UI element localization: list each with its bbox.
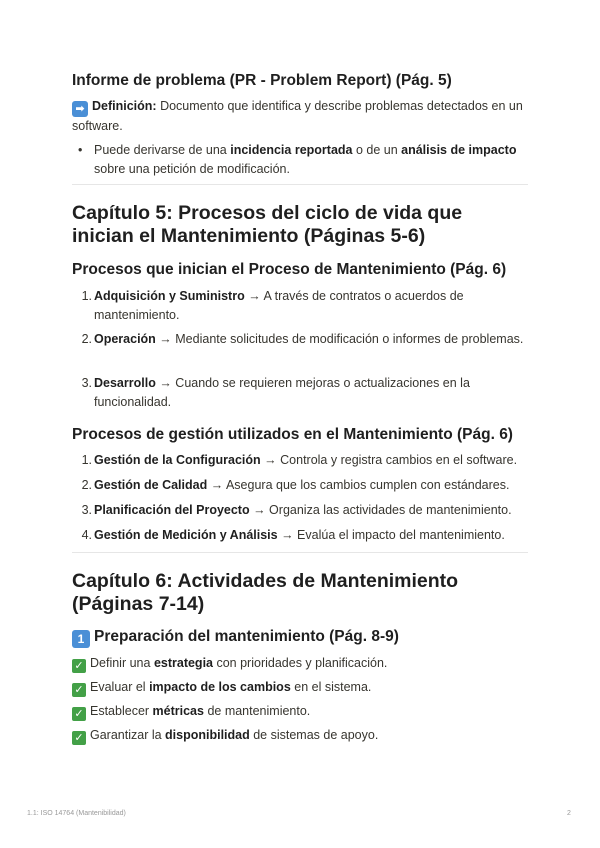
checklist-item: ✓ Evaluar el impacto de los cambios en el sistema. [72,678,371,697]
chapter-5-title: Capítulo 5: Procesos del ciclo de vida que inician el Mantenimiento (Páginas 5-6) [72,202,463,247]
definition-paragraph [72,97,528,136]
section-title-management-processes: Procesos de gestión utilizados en el Mantenimiento (Pág. 6) [72,426,513,443]
footer-doc-title: 1.1: ISO 14764 (Mantenibilidad) [27,810,126,817]
right-arrow-icon: ➡ [72,101,88,117]
check-icon: ✓ [72,659,86,673]
checklist-item: ✓ Establecer métricas de mantenimiento. [72,702,310,721]
section-title-initiating-processes: Procesos que inician el Proceso de Mantenimiento (Pág. 6) [72,261,507,278]
keycap-1-icon: 1 [72,630,90,648]
check-icon: ✓ [72,683,86,697]
definition-text: Documento que identifica y describe problemas detectados en un software. [72,99,523,133]
chapter-6-title: Capítulo 6: Actividades de Mantenimiento (Páginas 7-14) [72,570,459,615]
divider [72,552,528,553]
check-icon: ✓ [72,707,86,721]
checklist-item: ✓ Definir una estrategia con prioridades y planificación. [72,654,387,673]
divider [72,184,528,185]
check-icon: ✓ [72,731,86,745]
section-title-problem-report: Informe de problema (PR - Problem Report) (Pág. 5) [72,72,452,89]
definition-label: Definición: [92,99,157,113]
section-title-preparation: 1 Preparación del mantenimiento (Pág. 8-9) [72,628,399,648]
checklist-item: ✓ Garantizar la disponibilidad de sistemas de apoyo. [72,726,378,745]
bullet-icon: • [78,143,83,157]
footer-page-number: 2 [567,810,571,817]
